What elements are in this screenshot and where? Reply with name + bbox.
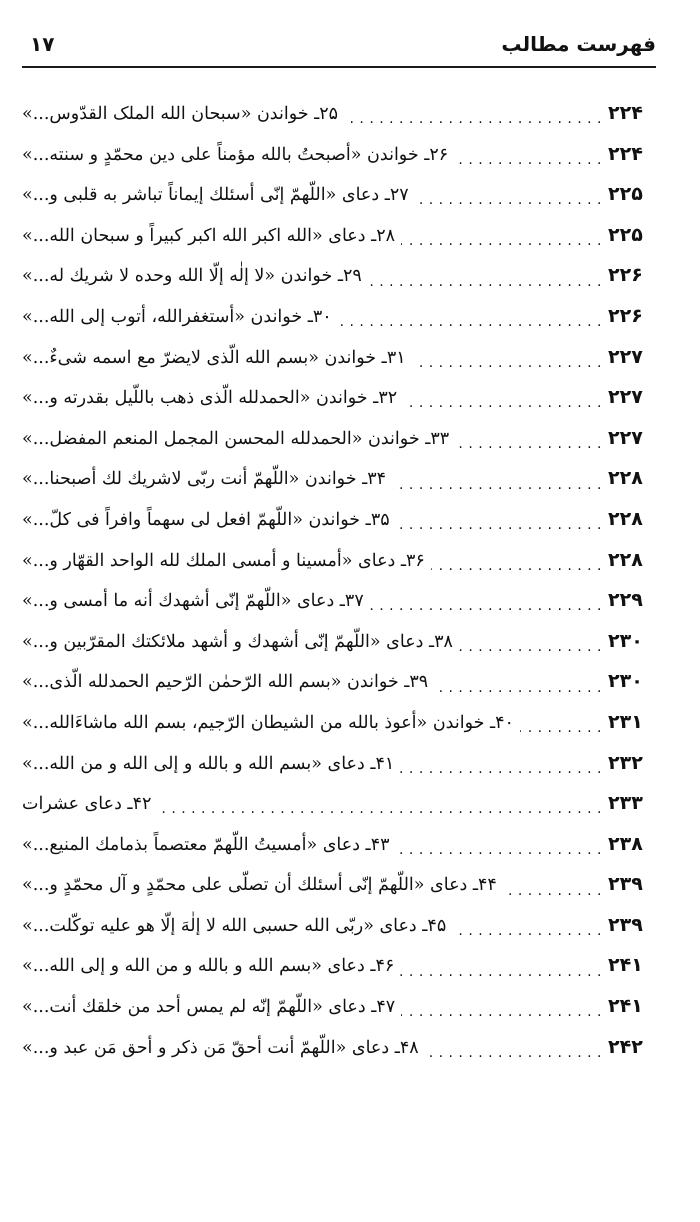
toc-entry-page: ۲۲۸ xyxy=(608,507,643,530)
toc-entry-title: ۳۳ـ خواندن «الحمدلله المحسن المجمل المنعم المفضل...» xyxy=(22,428,450,449)
toc-entry-page: ۲۳۳ xyxy=(608,792,643,815)
toc-entry-page: ۲۲۴ xyxy=(608,142,643,165)
toc-entry[interactable] xyxy=(22,945,656,986)
toc-entry[interactable] xyxy=(22,702,656,743)
page-title: فهرست مطالب xyxy=(501,32,656,56)
toc-entry-page: ۲۴۱ xyxy=(608,995,643,1018)
toc-entry[interactable] xyxy=(22,377,656,418)
toc-entry[interactable] xyxy=(22,905,656,946)
dot-leader xyxy=(338,306,602,326)
toc-entry-title: ۴۲ـ دعای عشرات xyxy=(22,794,152,815)
toc-entry-title: ۴۶ـ دعای «بسم الله و بالله و من الله و إلی الله...» xyxy=(22,956,395,977)
dot-leader xyxy=(520,712,602,732)
toc-entry[interactable] xyxy=(22,215,656,256)
toc-entry-page: ۲۲۶ xyxy=(608,304,643,327)
dot-leader xyxy=(503,875,602,895)
toc-entry-title: ۳۴ـ خواندن «اللّهمّ أنت ربّی لاشریك لك أصبحنا...» xyxy=(22,469,387,490)
toc-entry[interactable] xyxy=(22,255,656,296)
toc-entry[interactable] xyxy=(22,418,656,459)
dot-leader xyxy=(401,996,602,1016)
toc-entry-page: ۲۳۹ xyxy=(608,913,643,936)
dot-leader xyxy=(425,1037,602,1057)
toc-entry-page: ۲۴۲ xyxy=(608,1035,643,1058)
toc-entry[interactable] xyxy=(22,1027,656,1068)
toc-entry-title: ۳۷ـ دعای «اللّهمّ إنّی أشهدك أنه ما أمسی و...» xyxy=(22,591,364,612)
toc-entry-title: ۳۱ـ خواندن «بسم الله الّذی لایضرّ مع اسمه شیءٌ...» xyxy=(22,347,406,368)
dot-leader xyxy=(434,672,602,692)
toc-entry-page: ۲۳۲ xyxy=(608,751,643,774)
toc-entry-page: ۲۲۷ xyxy=(608,386,643,409)
toc-entry[interactable] xyxy=(22,337,656,378)
dot-leader xyxy=(454,144,602,164)
toc-entry-title: ۴۴ـ دعای «اللّهمّ إنّی أسئلك أن تصلّی علی محمّدٍ و آل محمّدٍ و...» xyxy=(22,875,497,896)
toc-entry-title: ۳۶ـ دعای «أمسینا و أمسی الملك لله الواحد القهّار و...» xyxy=(22,550,425,571)
toc-entry[interactable] xyxy=(22,864,656,905)
dot-leader xyxy=(452,915,602,935)
dot-leader xyxy=(396,509,602,529)
toc-entry-title: ۲۹ـ خواندن «لا إلٰه إلّا الله وحده لا شریك له...» xyxy=(22,266,362,287)
toc-entry[interactable] xyxy=(22,93,656,134)
toc-entry[interactable] xyxy=(22,824,656,865)
toc-entry-page: ۲۲۷ xyxy=(608,345,643,368)
page-number: ۱۷ xyxy=(30,32,55,56)
dot-leader xyxy=(370,590,602,610)
page-header xyxy=(22,28,656,68)
toc-entry-title: ۳۵ـ خواندن «اللّهمّ افعل لی سهماً وافراً فی كلّ...» xyxy=(22,509,390,530)
toc-entry-title: ۳۰ـ خواندن «أستغفرالله، أتوب إلی الله...» xyxy=(22,306,332,327)
toc-entry[interactable] xyxy=(22,986,656,1027)
toc-entry-page: ۲۳۹ xyxy=(608,873,643,896)
dot-leader xyxy=(400,956,602,976)
toc-entry[interactable] xyxy=(22,783,656,824)
dot-leader xyxy=(400,753,602,773)
dot-leader xyxy=(344,103,602,123)
toc-entry[interactable] xyxy=(22,661,656,702)
toc-entry-title: ۴۵ـ دعای «ربّی الله حسبی الله لا إلٰهَ إلّا هو علیه توكّلت...» xyxy=(22,915,447,936)
toc-entry-title: ۴۳ـ دعای «أمسیتُ اللّهمّ معتصماً بذمامك المنیع...» xyxy=(22,834,390,855)
dot-leader xyxy=(415,184,602,204)
toc-entry-page: ۲۲۶ xyxy=(608,264,643,287)
toc-entry-page: ۲۳۰ xyxy=(608,629,643,652)
dot-leader xyxy=(403,387,602,407)
toc-entry-title: ۴۰ـ خواندن «أعوذ بالله من الشیطان الرّجیم، بسم الله ماشاءَالله...» xyxy=(22,712,514,733)
toc-entry-title: ۴۱ـ دعای «بسم الله و بالله و إلی الله و من الله...» xyxy=(22,753,395,774)
toc-entry-title: ۲۸ـ دعای «الله اكبر الله اكبر كبيراً و سبحان الله...» xyxy=(22,225,396,246)
toc-entry-title: ۳۹ـ خواندن «بسم الله الرّحمٰن الرّحیم الحمدلله الّذی...» xyxy=(22,672,429,693)
table-of-contents xyxy=(22,93,656,1067)
toc-entry-page: ۲۳۸ xyxy=(608,832,643,855)
toc-entry[interactable] xyxy=(22,743,656,784)
dot-leader xyxy=(455,428,602,448)
toc-entry-page: ۲۳۰ xyxy=(608,670,643,693)
toc-entry-title: ۲۷ـ دعای «اللّهمّ إنّی أسئلك إیماناً تباشر به قلبی و...» xyxy=(22,185,409,206)
toc-entry[interactable] xyxy=(22,621,656,662)
dot-leader xyxy=(157,793,602,813)
dot-leader xyxy=(459,631,602,651)
toc-entry-page: ۲۴۱ xyxy=(608,954,643,977)
toc-entry[interactable] xyxy=(22,174,656,215)
dot-leader xyxy=(392,469,602,489)
toc-entry-title: ۳۸ـ دعای «اللّهمّ إنّی أشهدك و أشهد ملائكتك المقرّبین و...» xyxy=(22,631,453,652)
toc-entry-page: ۲۳۱ xyxy=(608,710,643,733)
toc-entry-title: ۴۷ـ دعای «اللّهمّ إنّه لم یمس أحد من خلقك أنت...» xyxy=(22,997,396,1018)
toc-entry-page: ۲۲۴ xyxy=(608,102,643,124)
toc-entry[interactable] xyxy=(22,499,656,540)
dot-leader xyxy=(412,347,602,367)
toc-entry[interactable] xyxy=(22,296,656,337)
toc-entry-page: ۲۲۵ xyxy=(608,183,643,206)
toc-entry-page: ۲۲۹ xyxy=(608,589,643,612)
dot-leader xyxy=(401,225,602,245)
toc-entry-title: ۳۲ـ خواندن «الحمدلله الّذی ذهب باللّیل بقدرته و...» xyxy=(22,388,398,409)
dot-leader xyxy=(431,550,602,570)
toc-entry-page: ۲۲۸ xyxy=(608,548,643,571)
toc-entry[interactable] xyxy=(22,458,656,499)
dot-leader xyxy=(368,266,602,286)
toc-entry-title: ۲۵ـ خواندن «سبحان الله الملک القدّوس...» xyxy=(22,104,339,124)
toc-entry-title: ۲۶ـ خواندن «أصبحتُ بالله مؤمناً علی دین محمّدٍ و سنته...» xyxy=(22,144,449,165)
toc-entry-page: ۲۲۷ xyxy=(608,426,643,449)
dot-leader xyxy=(396,834,603,854)
toc-entry[interactable] xyxy=(22,134,656,175)
toc-entry-title: ۴۸ـ دعای «اللّهمّ أنت أحقّ مَن ذکر و أحق مَن عبد و...» xyxy=(22,1037,419,1058)
toc-entry[interactable] xyxy=(22,540,656,581)
toc-entry-page: ۲۲۸ xyxy=(608,467,643,490)
toc-entry-page: ۲۲۵ xyxy=(608,223,643,246)
toc-entry[interactable] xyxy=(22,580,656,621)
